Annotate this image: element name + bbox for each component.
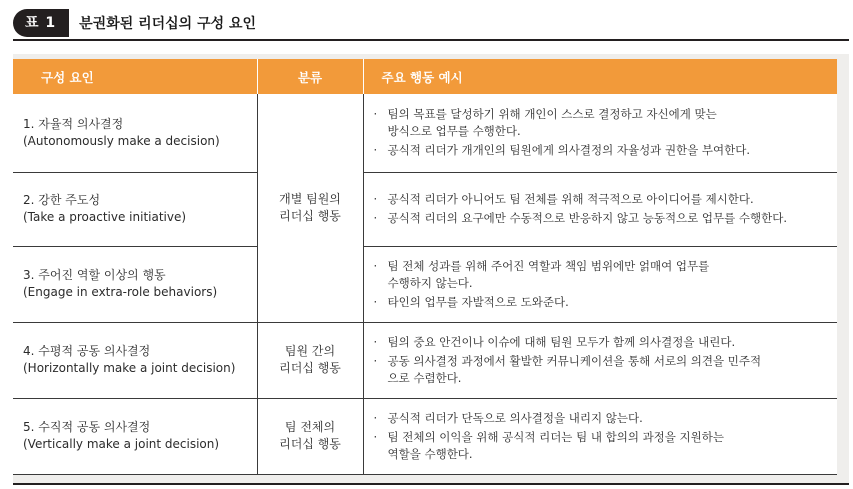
table-row bbox=[13, 172, 837, 246]
bullet-dot: · bbox=[373, 211, 378, 225]
example-item bbox=[374, 294, 832, 311]
example-line: 공식적 리더가 개개인의 팀원에게 의사결정의 자율성과 권한을 부여한다. bbox=[387, 143, 751, 158]
factor-name-en: (Take a proactive initiative) bbox=[23, 210, 187, 224]
table-row bbox=[13, 398, 837, 474]
leadership-factors-table bbox=[13, 59, 837, 475]
table-header-row bbox=[13, 59, 837, 94]
example-line: 공식적 리더가 아니어도 팀 전체를 위해 적극적으로 아이디어를 제시한다. bbox=[387, 192, 754, 206]
example-line: 공식적 리더의 요구에만 수동적으로 반응하지 않고 능동적으로 업무를 수행한다. bbox=[387, 211, 787, 225]
table-row bbox=[13, 322, 837, 398]
examples-cell bbox=[363, 322, 837, 398]
factor-name-en: (Vertically make a joint decision) bbox=[23, 437, 220, 451]
category-cell bbox=[257, 94, 363, 322]
table-row bbox=[13, 246, 837, 322]
factor-name-ko: 4. 수평적 공동 의사결정 bbox=[23, 344, 151, 358]
factor-name-ko: 3. 주어진 역할 이상의 행동 bbox=[23, 268, 166, 282]
category-line: 팀원 간의 bbox=[284, 344, 336, 358]
category-line: 리더십 행동 bbox=[279, 437, 341, 451]
factor-cell bbox=[13, 172, 257, 246]
bullet-dot: · bbox=[373, 258, 378, 273]
example-item bbox=[374, 191, 832, 208]
factor-cell bbox=[13, 94, 257, 172]
category-cell bbox=[257, 322, 363, 398]
factor-name-ko: 2. 강한 주도성 bbox=[23, 193, 101, 207]
factor-cell bbox=[13, 322, 257, 398]
factor-name-en: (Engage in extra-role behaviors) bbox=[23, 285, 218, 299]
example-line: 타인의 업무를 자발적으로 도와준다. bbox=[387, 294, 569, 309]
category-line: 리더십 행동 bbox=[279, 208, 341, 223]
examples-cell bbox=[363, 172, 837, 246]
example-line: 팀 전체의 이익을 위해 공식적 리더는 팀 내 합의의 과정을 지원하는 bbox=[387, 429, 724, 444]
example-line: 팀의 중요 안건이나 이슈에 대해 팀원 모두가 함께 의사결정을 내린다. bbox=[387, 334, 736, 349]
category-cell bbox=[257, 398, 363, 474]
examples-cell bbox=[363, 246, 837, 322]
bullet-dot: · bbox=[373, 429, 378, 444]
example-item bbox=[374, 353, 832, 387]
example-item bbox=[374, 210, 832, 227]
header-category: 분류 bbox=[257, 59, 363, 94]
example-line: 공식적 리더가 단독으로 의사결정을 내리지 않는다. bbox=[387, 410, 643, 425]
bullet-dot: · bbox=[373, 192, 378, 206]
factor-name-ko: 5. 수직적 공동 의사결정 bbox=[23, 420, 151, 434]
table-number-badge: 표 1 bbox=[13, 9, 69, 37]
example-item bbox=[374, 258, 832, 292]
table-row bbox=[13, 94, 837, 172]
example-line: 방식으로 업무를 수행한다. bbox=[387, 124, 521, 139]
examples-cell bbox=[363, 398, 837, 474]
bullet-dot: · bbox=[373, 353, 378, 368]
factor-cell bbox=[13, 246, 257, 322]
bullet-dot: · bbox=[373, 334, 378, 349]
top-rule bbox=[13, 39, 849, 41]
example-line: 역할을 수행한다. bbox=[387, 446, 473, 461]
table-title: 분권화된 리더십의 구성 요인 bbox=[79, 16, 257, 32]
category-line: 리더십 행동 bbox=[279, 361, 341, 375]
example-line: 공동 의사결정 과정에서 활발한 커뮤니케이션을 통해 서로의 의견을 민주적 bbox=[387, 353, 762, 368]
example-item bbox=[374, 429, 832, 463]
bullet-dot: · bbox=[373, 294, 378, 309]
factor-name-en: (Horizontally make a joint decision) bbox=[23, 361, 236, 375]
header-examples: 주요 행동 예시 bbox=[363, 59, 837, 94]
example-item bbox=[374, 106, 832, 140]
header-factor: 구성 요인 bbox=[13, 59, 257, 94]
example-item bbox=[374, 334, 832, 351]
example-line: 수행하지 않는다. bbox=[387, 275, 473, 290]
example-line: 팀 전체 성과를 위해 주어진 역할과 책임 범위에만 얽매여 업무를 bbox=[387, 258, 710, 273]
bullet-dot: · bbox=[373, 410, 378, 425]
example-item bbox=[374, 410, 832, 427]
factor-name-en: (Autonomously make a decision) bbox=[23, 133, 220, 148]
factor-cell bbox=[13, 398, 257, 474]
bullet-dot: · bbox=[373, 143, 378, 158]
example-line: 팀의 목표를 달성하기 위해 개인이 스스로 결정하고 자신에게 맞는 bbox=[387, 107, 717, 122]
category-line: 개별 팀원의 bbox=[279, 191, 341, 206]
table-caption bbox=[13, 9, 256, 37]
factor-name-ko: 1. 자율적 의사결정 bbox=[23, 116, 124, 131]
example-line: 으로 수렴한다. bbox=[387, 370, 462, 385]
examples-cell bbox=[363, 94, 837, 172]
bottom-rule bbox=[13, 483, 849, 485]
bullet-dot: · bbox=[373, 107, 378, 122]
example-item bbox=[374, 142, 832, 159]
category-line: 팀 전체의 bbox=[284, 420, 336, 434]
